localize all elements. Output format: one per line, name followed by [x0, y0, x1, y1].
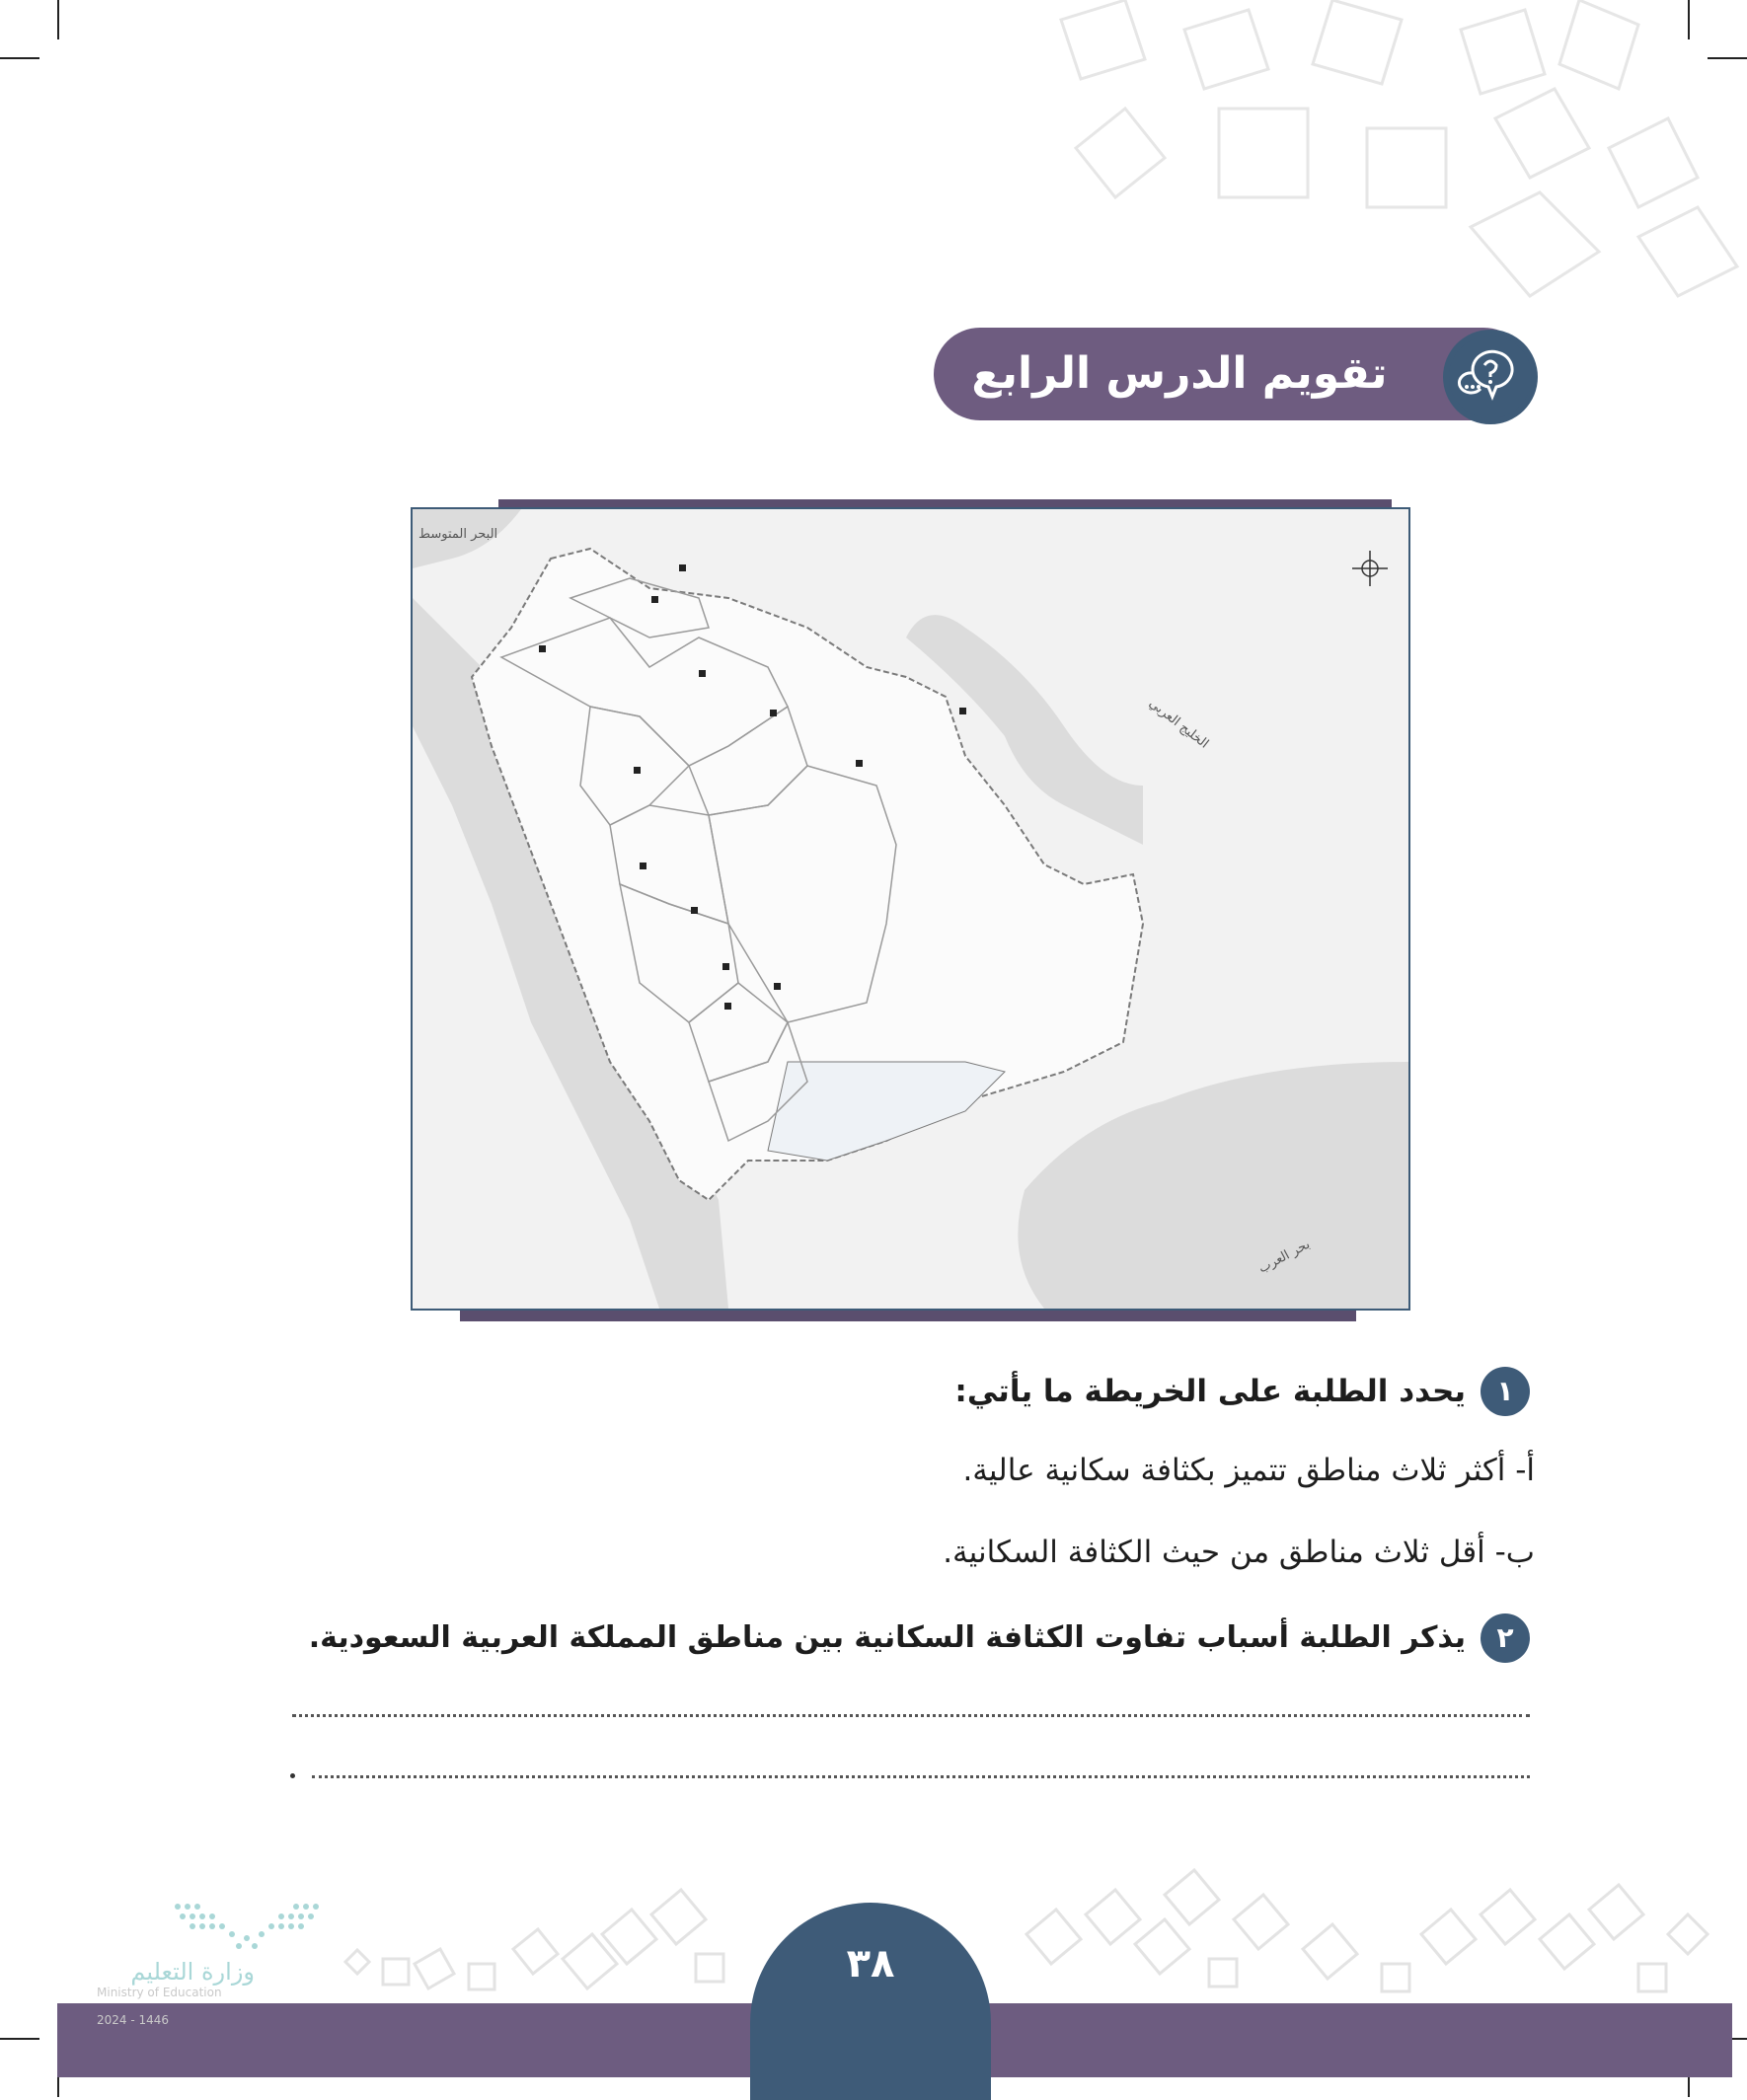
page-number: ٣٨ [846, 1941, 895, 1987]
period-dot [290, 1773, 295, 1778]
map-frame-accent-bottom [460, 1311, 1356, 1321]
answer-line[interactable] [312, 1775, 1530, 1778]
question-1-item-b: ب- أقل ثلاث مناطق من حيث الكثافة السكانية. [943, 1535, 1535, 1570]
page-title: تقويم الدرس الرابع [971, 348, 1388, 399]
page-number-tab [750, 1903, 991, 2100]
ministry-name: وزارة التعليم [130, 1958, 255, 1986]
question-2-text: يذكر الطلبة أسباب تفاوت الكثافة السكانية بين مناطق المملكة العربية السعودية. [308, 1620, 1466, 1655]
crop-mark [0, 2038, 39, 2040]
saudi-regions-map [411, 507, 1410, 1311]
answer-line[interactable] [292, 1714, 1530, 1717]
ministry-name-en: Ministry of Education [97, 1986, 222, 1999]
question-number-badge: ١ [1481, 1367, 1530, 1416]
decorative-pattern-top [0, 0, 1747, 326]
ministry-logo-icon [168, 1897, 326, 1958]
map-label-gulf: الخليج العربي [1146, 696, 1212, 752]
edition-year: 2024 - 1446 [97, 2013, 170, 2027]
question-1-item-a: أ- أكثر ثلاث مناطق تتميز بكثافة سكانية عالية. [962, 1453, 1535, 1488]
question-1-text: يحدد الطلبة على الخريطة ما يأتي: [954, 1374, 1466, 1409]
question-number-badge: ٢ [1481, 1613, 1530, 1663]
map-label-arabian-sea: بحر العرب [1255, 1237, 1313, 1277]
map-label-mediterranean: البحر المتوسط [418, 527, 498, 542]
question-speech-bubble-icon [1443, 330, 1538, 424]
